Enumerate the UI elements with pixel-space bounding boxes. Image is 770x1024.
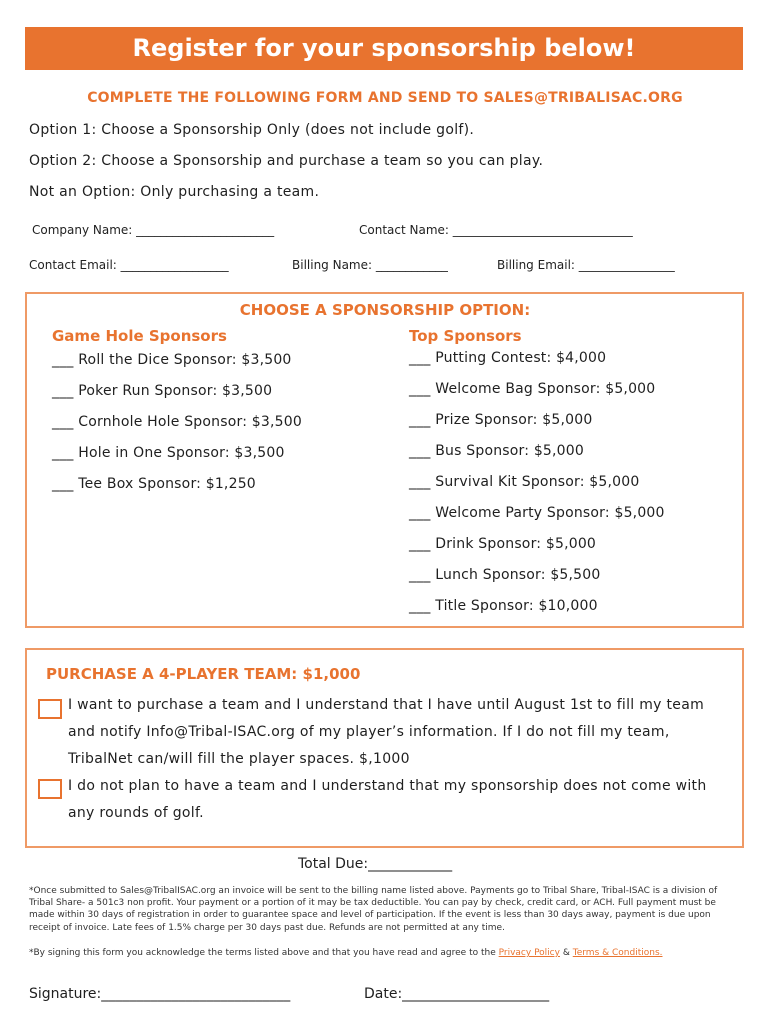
no-team-checkbox[interactable] (38, 779, 62, 799)
sponsor-option-cornhole[interactable]: ___ Cornhole Hole Sponsor: $3,500 (52, 414, 302, 430)
team-title: PURCHASE A 4-PLAYER TEAM: $1,000 (46, 665, 361, 683)
option-1: Option 1: Choose a Sponsorship Only (does not include golf). (29, 122, 475, 138)
ampersand: & (562, 948, 570, 958)
sponsor-option-lunch[interactable]: ___ Lunch Sponsor: $5,500 (409, 567, 601, 583)
privacy-policy-link[interactable]: Privacy Policy (498, 948, 560, 958)
option-none: Not an Option: Only purchasing a team. (29, 184, 320, 200)
sponsor-option-title[interactable]: ___ Title Sponsor: $10,000 (409, 598, 598, 614)
sponsor-option-bus[interactable]: ___ Bus Sponsor: $5,000 (409, 443, 585, 459)
sponsor-option-hole-in-one[interactable]: ___ Hole in One Sponsor: $3,500 (52, 445, 285, 461)
billing-email-field[interactable]: Billing Email: ________________ (497, 258, 675, 272)
sponsor-option-drink[interactable]: ___ Drink Sponsor: $5,000 (409, 536, 597, 552)
send-instructions: COMPLETE THE FOLLOWING FORM AND SEND TO SALES@TRIBALISAC.ORG (87, 90, 683, 106)
sponsor-option-tee-box[interactable]: ___ Tee Box Sponsor: $1,250 (52, 476, 256, 492)
acknowledgement-text: *By signing this form you acknowledge the terms listed above and that you have read and agree to the (29, 948, 496, 958)
terms-conditions-link[interactable]: Terms & Conditions. (572, 948, 663, 958)
game-hole-heading: Game Hole Sponsors (52, 327, 227, 345)
sponsor-option-survival-kit[interactable]: ___ Survival Kit Sponsor: $5,000 (409, 474, 640, 490)
sponsor-option-poker-run[interactable]: ___ Poker Run Sponsor: $3,500 (52, 383, 273, 399)
sponsor-option-roll-dice[interactable]: ___ Roll the Dice Sponsor: $3,500 (52, 352, 292, 368)
team-purchase-text: I want to purchase a team and I understand that I have until August 1st to fill my team and notify Info@Tribal-ISAC.org of my player’s information. If I do not fill my team, TribalNet can/will fill the player spaces. $,1000 (68, 697, 705, 767)
sponsor-option-putting[interactable]: ___ Putting Contest: $4,000 (409, 350, 607, 366)
total-due-field[interactable]: Total Due:____________ (298, 856, 453, 872)
sponsor-option-welcome-bag[interactable]: ___ Welcome Bag Sponsor: $5,000 (409, 381, 656, 397)
signature-field[interactable]: Signature:___________________________ (29, 986, 291, 1002)
sponsorship-title: CHOOSE A SPONSORSHIP OPTION: (239, 301, 531, 319)
sponsor-option-welcome-party[interactable]: ___ Welcome Party Sponsor: $5,000 (409, 505, 665, 521)
fine-print-terms: *Once submitted to Sales@TribalISAC.org an invoice will be sent to the billing name listed above. Payments go to Tribal Share, Tribal-ISAC is a division of Tribal Share- a 501c3 non profit. Your payment or a portion of it may be tax deductible. You can pay by check, credit card, or ACH. Full payment must be made within 30 days of registration in order to guarantee space and level of participation. If the event is less than 30 days away, payment is due upon receipt of invoice. Late fees of 1.5% charge per 30 days past due. Refunds are not permitted at any time. (29, 886, 718, 933)
option-2: Option 2: Choose a Sponsorship and purchase a team so you can play. (29, 153, 544, 169)
top-sponsors-heading: Top Sponsors (409, 327, 522, 345)
billing-name-field[interactable]: Billing Name: ____________ (292, 258, 448, 272)
contact-email-field[interactable]: Contact Email: __________________ (29, 258, 229, 272)
sponsor-option-prize[interactable]: ___ Prize Sponsor: $5,000 (409, 412, 593, 428)
team-purchase-checkbox[interactable] (38, 699, 62, 719)
contact-name-field[interactable]: Contact Name: ______________________________ (359, 223, 633, 237)
page-banner: Register for your sponsorship below! (25, 27, 743, 70)
fine-print-acknowledgement (29, 947, 741, 959)
date-field[interactable]: Date:_____________________ (364, 986, 550, 1002)
no-team-text: I do not plan to have a team and I understand that my sponsorship does not come with any rounds of golf. (68, 778, 707, 821)
company-name-field[interactable]: Company Name: _______________________ (32, 223, 275, 237)
